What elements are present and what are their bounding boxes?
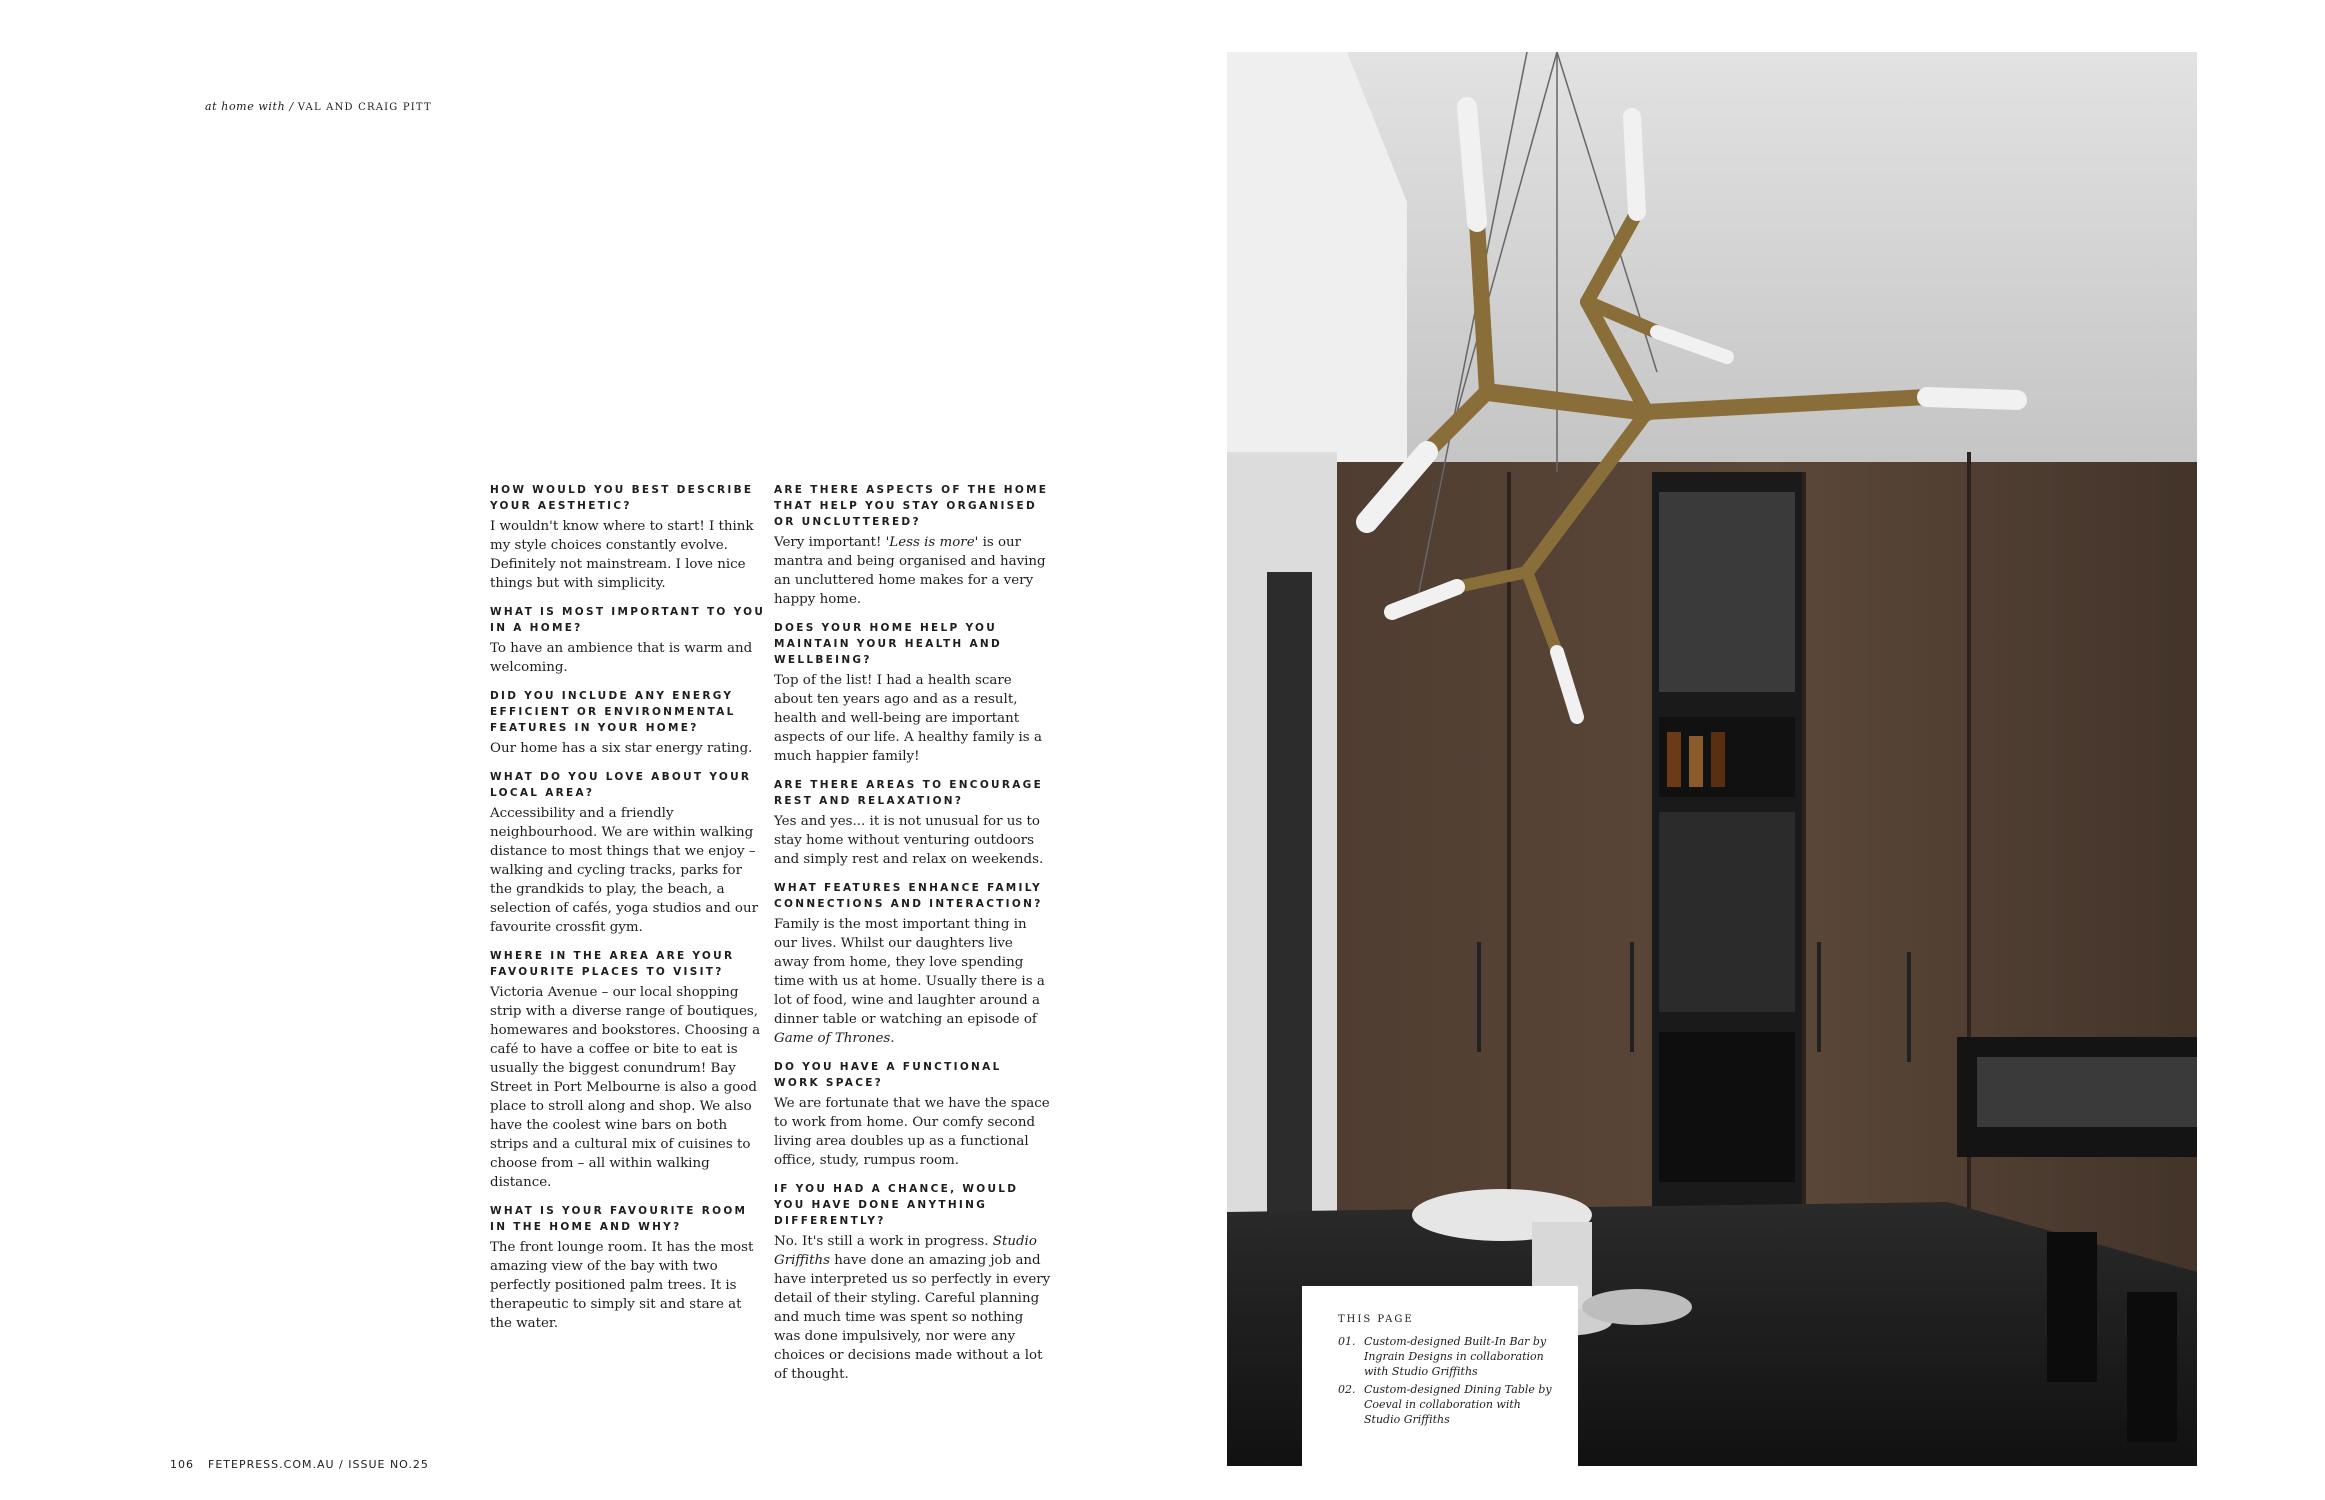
- question: WHAT FEATURES ENHANCE FAMILY CONNECTIONS AND INTERACTION?: [774, 882, 1043, 910]
- answer: I wouldn't know where to start! I think my style choices constantly evolve. Definitely not mainstream. I love nice things but with simplicity.: [490, 519, 754, 591]
- question: DO YOU HAVE A FUNCTIONAL WORK SPACE?: [774, 1061, 1002, 1089]
- question: WHAT IS YOUR FAVOURITE ROOM IN THE HOME AND WHY?: [490, 1205, 748, 1233]
- answer-emphasis: Studio Griffiths: [774, 1234, 1037, 1268]
- qa-item: [774, 1059, 1051, 1170]
- answer-text: .: [890, 1031, 895, 1046]
- answer: To have an ambience that is warm and welcoming.: [490, 641, 753, 675]
- qa-item: [490, 948, 767, 1192]
- dining-chair: [2127, 1292, 2177, 1442]
- window-frame: [1267, 572, 1312, 1272]
- answer-text: Very important!: [774, 535, 886, 550]
- answer: [774, 533, 1051, 609]
- answer: [774, 1094, 1051, 1170]
- qa-item: [490, 1203, 767, 1333]
- answer-text: have done an amazing job and have interpreted us so perfectly in every detail of their styling. Careful planning and much time was spent so nothing was done impulsively, nor were any choices or decisions made without a lot of thought.: [774, 1253, 1051, 1382]
- caption-number: 02.: [1338, 1383, 1356, 1396]
- caption-text: Custom-designed Built-In Bar by Ingrain Designs in collaboration with Studio Griffiths: [1364, 1335, 1547, 1378]
- qa-item: [490, 688, 767, 758]
- dining-chair: [2047, 1232, 2097, 1382]
- answer: Our home has a six star energy rating.: [490, 741, 753, 756]
- question: DOES YOUR HOME HELP YOU MAINTAIN YOUR HEALTH AND WELLBEING?: [774, 622, 1002, 666]
- qa-item: [774, 620, 1051, 766]
- qa-item: [774, 482, 1051, 609]
- page-footer: [170, 1458, 443, 1471]
- answer: Victoria Avenue – our local shopping strip with a diverse range of boutiques, homewares and bookstores. Choosing a café to have a coffee or bite to eat is usually the biggest conundrum! Bay Street in Port Melbourne is also a good place to stroll along and shop. We also have the coolest wine bars on both strips and a cultural mix of cuisines to choose from – all within walking distance.: [490, 985, 761, 1190]
- caption-item: [1338, 1382, 1558, 1427]
- running-head-names: VAL AND CRAIG PITT: [297, 102, 432, 113]
- answer: The front lounge room. It has the most amazing view of the bay with two perfectly positioned palm trees. It is therapeutic to simply sit and stare at the water.: [490, 1240, 754, 1331]
- answer-text: Yes and yes... it is not unusual for us to stay home without venturing outdoors and simply rest and relax on weekends.: [774, 814, 1044, 867]
- qa-item: [774, 1181, 1051, 1384]
- running-head-prefix: at home with /: [205, 100, 294, 113]
- question: WHERE IN THE AREA ARE YOUR FAVOURITE PLACES TO VISIT?: [490, 950, 735, 978]
- answer-emphasis: Game of Thrones: [774, 1031, 891, 1046]
- qa-column-left: [490, 482, 767, 1344]
- qa-item: [490, 482, 767, 593]
- answer-text: Family is the most important thing in our lives. Whilst our daughters live away from home, they love spending time with us at home. Usually there is a lot of food, wine and laughter around a dinner table or watching an episode of: [774, 917, 1045, 1027]
- question: ARE THERE ASPECTS OF THE HOME THAT HELP YOU STAY ORGANISED OR UNCLUTTERED?: [774, 484, 1049, 528]
- running-head: [205, 100, 432, 113]
- page-number: 106: [170, 1458, 194, 1471]
- kitchen-illustration: [1227, 52, 2197, 1466]
- answer-text: Top of the list! I had a health scare about ten years ago and as a result, health and well-being are important aspects of our life. A healthy family is a much happier family!: [774, 673, 1042, 764]
- qa-item: [490, 604, 767, 677]
- question: DID YOU INCLUDE ANY ENERGY EFFICIENT OR ENVIRONMENTAL FEATURES IN YOUR HOME?: [490, 690, 736, 734]
- interior-photo: [1227, 52, 2197, 1466]
- answer: [774, 671, 1051, 766]
- site-issue: FETEPRESS.COM.AU / ISSUE NO.25: [208, 1458, 429, 1471]
- caption-number: 01.: [1338, 1335, 1356, 1348]
- answer-text: No. It's still a work in progress.: [774, 1234, 993, 1249]
- answer: [774, 1232, 1051, 1384]
- question: ARE THERE AREAS TO ENCOURAGE REST AND RELAXATION?: [774, 779, 1044, 807]
- photo-caption: [1302, 1286, 1578, 1466]
- qa-item: [490, 769, 767, 937]
- caption-item: [1338, 1334, 1558, 1379]
- question: WHAT DO YOU LOVE ABOUT YOUR LOCAL AREA?: [490, 771, 752, 799]
- qa-column-right: [774, 482, 1051, 1395]
- answer: Accessibility and a friendly neighbourhood. We are within walking distance to most things that we enjoy – walking and cycling tracks, parks for the grandkids to play, the beach, a selection of cafés, yoga studios and our favourite crossfit gym.: [490, 806, 759, 935]
- answer-emphasis: 'Less is more': [885, 535, 979, 550]
- qa-item: [774, 880, 1051, 1048]
- question: IF YOU HAD A CHANCE, WOULD YOU HAVE DONE ANYTHING DIFFERENTLY?: [774, 1183, 1019, 1227]
- answer-text: We are fortunate that we have the space to work from home. Our comfy second living area doubles up as a functional office, study, rumpus room.: [774, 1096, 1050, 1168]
- question: HOW WOULD YOU BEST DESCRIBE YOUR AESTHETIC?: [490, 484, 754, 512]
- question: WHAT IS MOST IMPORTANT TO YOU IN A HOME?: [490, 606, 766, 634]
- answer: [774, 812, 1051, 869]
- answer-text: is our mantra and being organised and having an uncluttered home makes for a very happy home.: [774, 535, 1046, 607]
- qa-item: [774, 777, 1051, 869]
- caption-label: THIS PAGE: [1338, 1314, 1414, 1325]
- answer: [774, 915, 1051, 1048]
- caption-text: Custom-designed Dining Table by Coeval in collaboration with Studio Griffiths: [1364, 1383, 1552, 1426]
